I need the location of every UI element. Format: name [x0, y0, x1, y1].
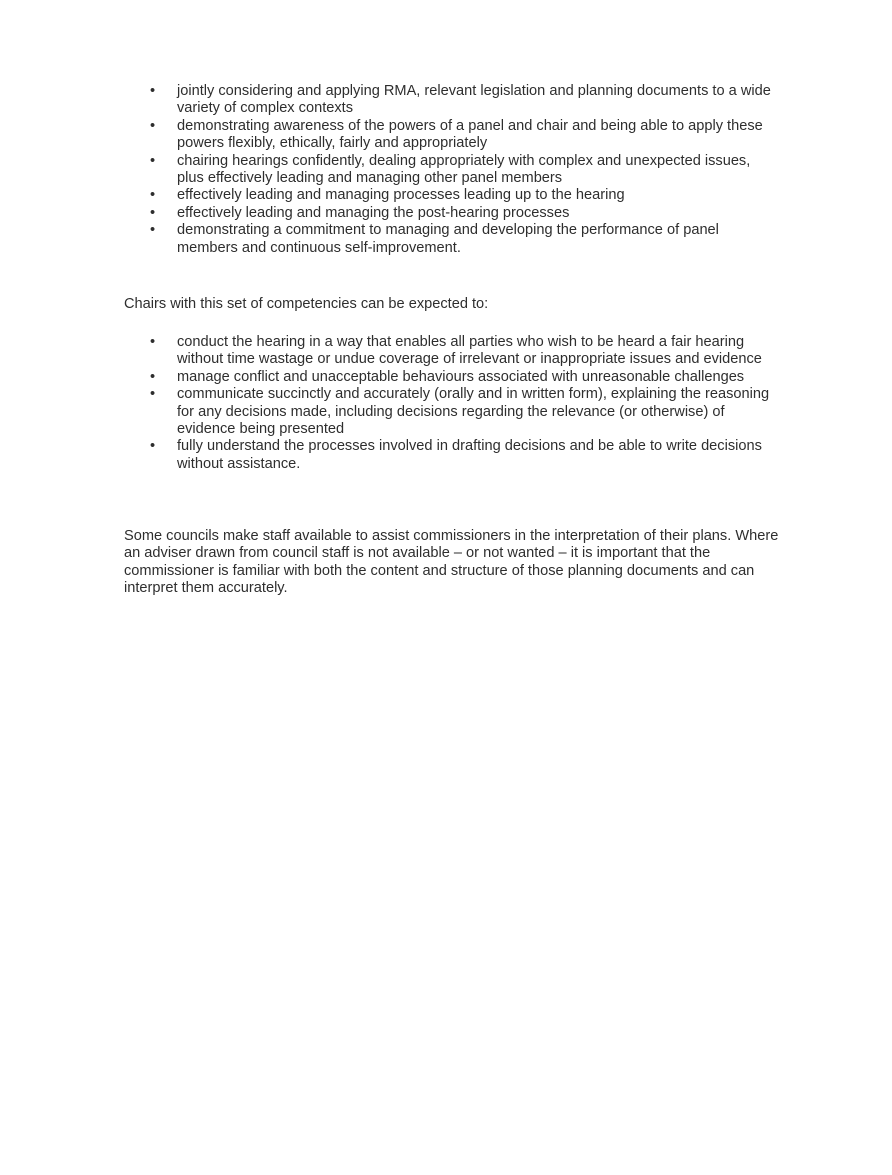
list-item	[150, 334, 780, 369]
bullet-icon: •	[150, 187, 156, 204]
bullet-icon: •	[150, 438, 156, 455]
expectations-list	[150, 334, 780, 473]
bullet-icon: •	[150, 152, 156, 169]
list-item	[150, 222, 780, 257]
list-item-text: jointly considering and applying RMA, relevant legislation and planning documents to a wide variety of complex contexts	[177, 83, 771, 117]
list-item	[150, 386, 780, 438]
list-item	[150, 187, 780, 204]
list-item-text: manage conflict and unacceptable behaviours associated with unreasonable challenges	[177, 368, 745, 385]
list-item	[150, 205, 780, 222]
intro-paragraph: Chairs with this set of competencies can be expected to:	[124, 296, 489, 312]
list-item-text: chairing hearings confidently, dealing appropriately with complex and unexpected issues, plus effectively leading and managing other panel members	[177, 152, 751, 187]
bullet-icon: •	[150, 334, 156, 350]
list-item	[150, 118, 780, 153]
list-item	[150, 83, 780, 118]
competency-list	[150, 83, 780, 257]
bullet-icon: •	[150, 117, 156, 134]
list-item-text: effectively leading and managing the post-hearing processes	[177, 204, 570, 221]
bullet-icon: •	[150, 368, 156, 385]
list-item	[150, 153, 780, 188]
bullet-icon: •	[150, 83, 156, 99]
list-item-text: communicate succinctly and accurately (orally and in written form), explaining the reasoning for any decisions made, including decisions regarding the relevance (or otherwise) of evidence being presented	[177, 386, 770, 438]
list-item-text: demonstrating a commitment to managing and developing the performance of panel members and continuous self-improvement.	[177, 222, 719, 256]
list-item-text: conduct the hearing in a way that enables all parties who wish to be heard a fair hearing without time wastage or undue coverage of irrelevant or inappropriate issues and evidence	[177, 334, 762, 368]
bullet-icon: •	[150, 204, 156, 221]
list-item-text: demonstrating awareness of the powers of a panel and chair and being able to apply these powers flexibly, ethically, fairly and appropriately	[177, 117, 763, 152]
closing-paragraph: Some councils make staff available to assist commissioners in the interpretation of their plans. Where an adviser drawn from council staff is not available – or not wanted – it is important that the commissioner is familiar with both the content and structure of those planning documents and can interpret them accurately.	[124, 528, 779, 597]
list-item	[150, 369, 780, 386]
bullet-icon: •	[150, 386, 156, 403]
list-item	[150, 438, 780, 473]
bullet-icon: •	[150, 222, 156, 239]
list-item-text: fully understand the processes involved in drafting decisions and be able to write decisions without assistance.	[177, 438, 762, 472]
list-item-text: effectively leading and managing processes leading up to the hearing	[177, 187, 625, 204]
